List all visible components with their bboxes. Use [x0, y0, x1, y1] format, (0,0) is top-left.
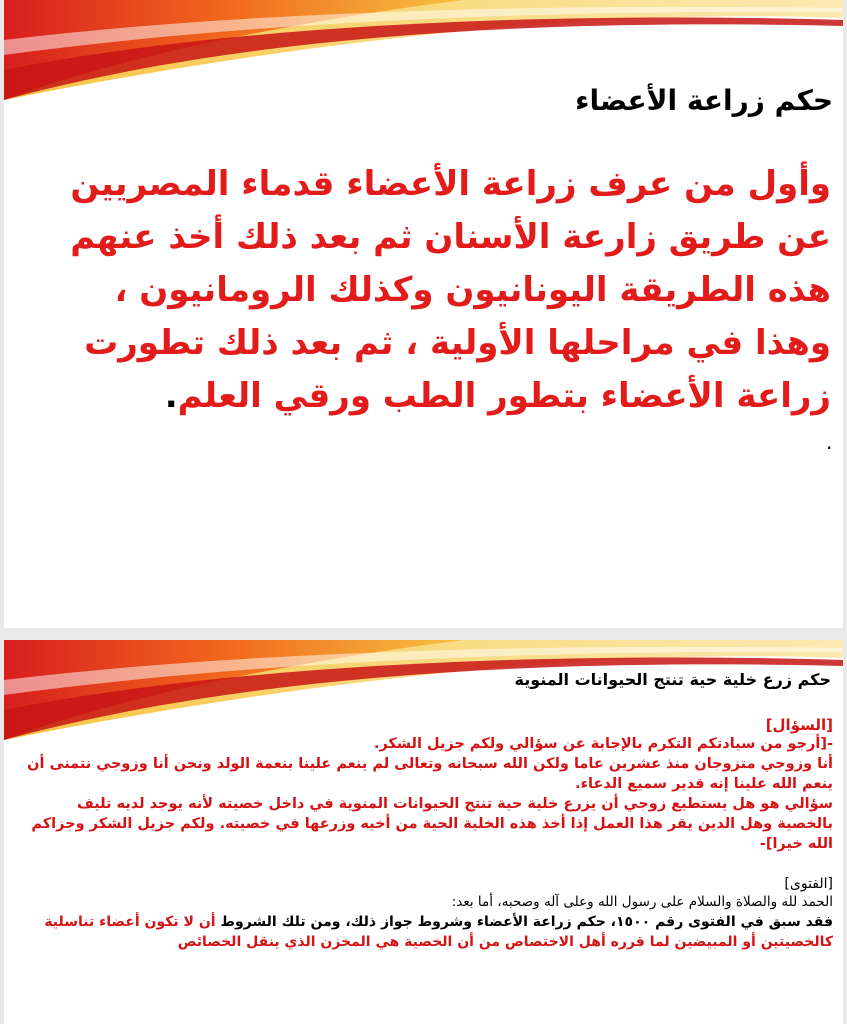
slide-1 — [4, 0, 843, 628]
question-line: أنا وزوجي متزوجان منذ عشرين عاما ولكن الله سبحانه وتعالى لم ينعم علينا بنعمة الولد ونحن أنا وزوجي نتمنى أن ينعم الله علينا إنه قدير سميع الدعاء. — [27, 756, 833, 792]
body-text: وأول من عرف زراعة الأعضاء قدماء المصريين عن طريق زارعة الأسنان ثم بعد ذلك أخذ عنهم هذه الطريقة اليونانيون وكذلك الرومانيون ، وهذا في مراحلها الأولية ، ثم بعد ذلك تطورت زراعة الأعضاء بتطور الطب ورقي العلم — [70, 164, 831, 416]
question-label: [السؤال] — [765, 716, 833, 734]
slide-title: حكم زراعة الأعضاء — [575, 84, 833, 117]
question-line: سؤالي هو هل يستطيع زوجي أن يزرع خلية حية تنتج الحيوانات المنوية في داخل خصيته لأنه يوجد لديه تليف بالخصية وهل الدين يقر هذا العمل إذا أخذ هذه الخلية الحية من أخيه وزرعها في خصيته. ولكم جزيل الشكر وجزاكم الله خيرا]- — [31, 796, 833, 852]
fatwa-text-black: فقد سبق في الفتوى رقم ١٥٠٠، حكم زراعة الأعضاء وشروط جواز ذلك، ومن تلك الشروط — [220, 914, 833, 930]
slide-title: حكم زرع خلية حية تنتج الحيوانات المنوية — [514, 670, 831, 689]
question-line: -[أرجو من سيادتكم التكرم بالإجابة عن سؤالي ولكم جزيل الشكر. — [373, 736, 833, 752]
fatwa-label: [الفتوى] — [784, 876, 833, 892]
slide-content — [21, 716, 833, 952]
question-text — [21, 734, 833, 854]
fatwa-text-red: أن لا تكون أعضاء تناسلية كالخصيتين أو المبيضين لما قرره أهل الاختصاص من أن الخصية هي المخزن الذي ينقل الخصائص — [44, 914, 833, 950]
stray-dot: . — [826, 430, 833, 454]
slide-2 — [4, 640, 843, 1024]
fatwa-text — [21, 912, 833, 952]
fatwa-intro: الحمد لله والصلاة والسلام على رسول الله وعلى آله وصحبه، أما بعد: — [451, 894, 833, 910]
slide-body-text — [31, 158, 831, 423]
body-end-dot: . — [164, 376, 178, 416]
